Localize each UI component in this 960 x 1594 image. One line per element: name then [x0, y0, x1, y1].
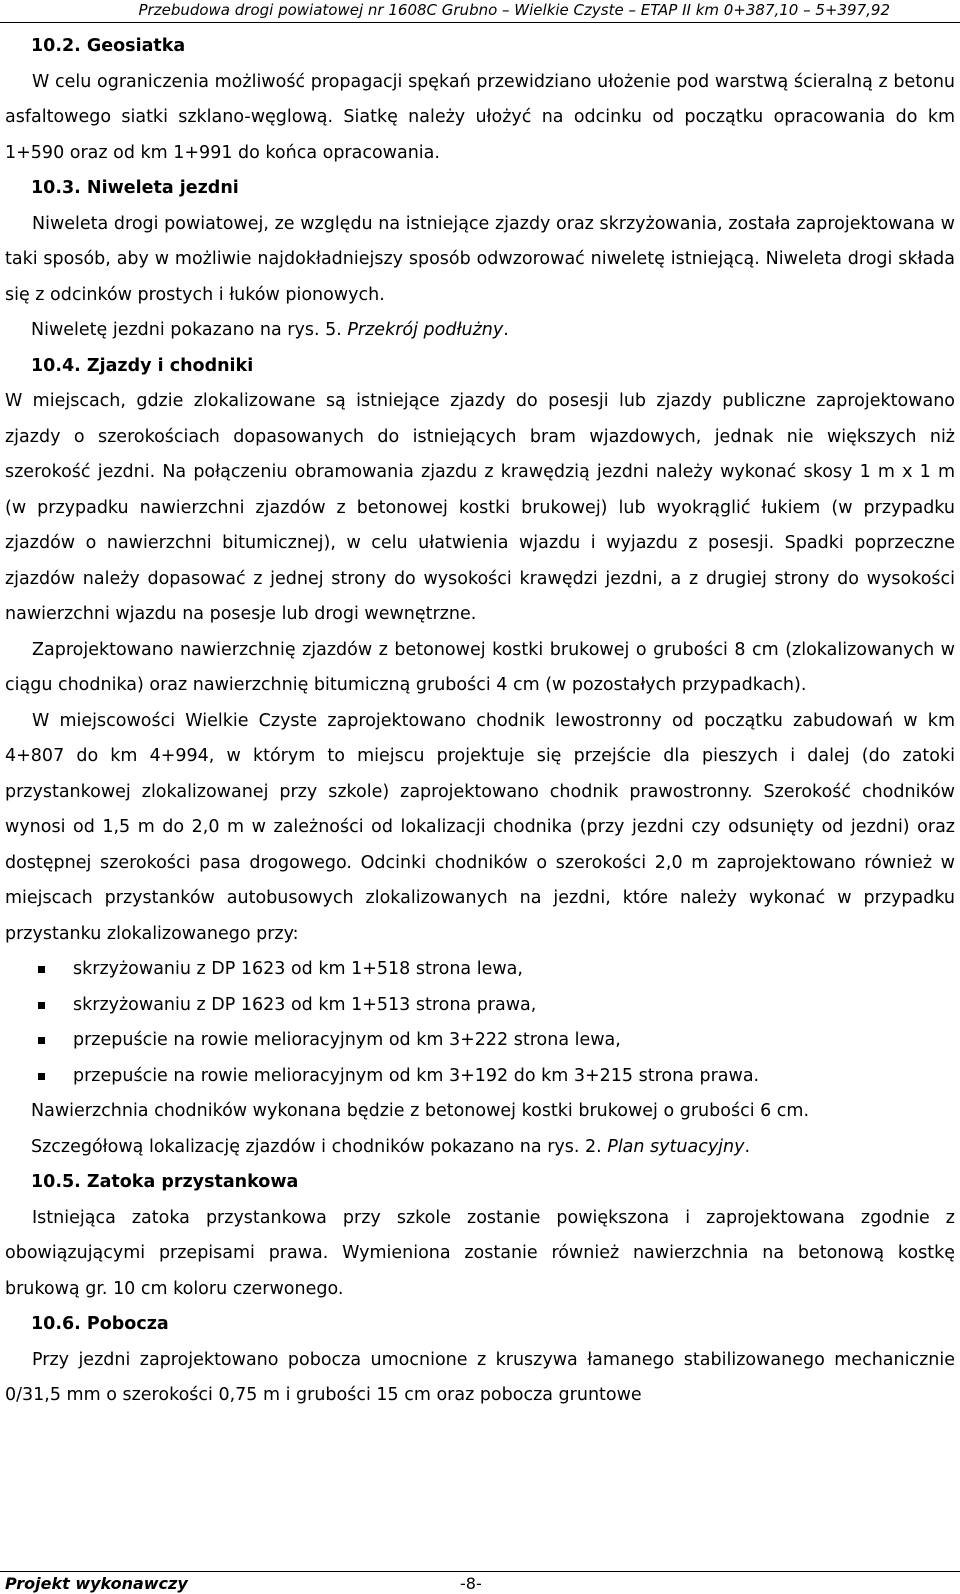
header-title: Przebudowa drogi powiatowej nr 1608C Grubno – Wielkie Czyste – ETAP II km 0+387,10 – 5+397,92: [138, 1, 890, 19]
paragraph-text: Niweletę jezdni pokazano na rys. 5.: [31, 320, 342, 340]
bullet-list: [5, 952, 955, 1094]
section-heading-10-4: 10.4. Zjazdy i chodniki: [31, 355, 254, 376]
footer-label: Projekt wykonawczy: [5, 1574, 188, 1593]
square-bullet-icon: [38, 1002, 45, 1009]
list-item-text: przepuście na rowie melioracyjnym od km 3+192 do km 3+215 strona prawa.: [73, 1065, 760, 1086]
paragraph: W celu ograniczenia możliwość propagacji spękań przewidziano ułożenie pod warstwą ścieralną z betonu asfaltowego siatki szklano-węglową. Siatkę należy ułożyć na odcinku od początku opracowania do km 1+590 oraz od km 1+991 do końca opracowania.: [5, 71, 955, 163]
paragraph: Istniejąca zatoka przystankowa przy szkole zostanie powiększona i zaprojektowana zgodnie z obowiązującymi przepisami prawa. Wymieniona zostanie również nawierzchnia na betonową kostkę brukową gr. 10 cm koloru czerwonego.: [5, 1207, 955, 1299]
section-heading-10-2: 10.2. Geosiatka: [31, 36, 186, 56]
section-heading-10-6: 10.6. Pobocza: [31, 1314, 169, 1334]
page-header: [0, 0, 960, 23]
paragraph: [5, 1130, 955, 1166]
section-heading-10-3: 10.3. Niweleta jezdni: [31, 178, 239, 198]
figure-reference: Plan sytuacyjny: [607, 1136, 745, 1157]
page-footer: [0, 1571, 960, 1594]
paragraph: Niweleta drogi powiatowej, ze względu na istniejące zjazdy oraz skrzyżowania, została zaprojektowana w taki sposób, aby w możliwie najdokładniejszy sposób odwzorować niweletę istniejącą. Niweleta drogi składa się z odcinków prostych i łuków pionowych.: [5, 213, 955, 305]
paragraph-text: Szczegółową lokalizację zjazdów i chodników pokazano na rys. 2.: [31, 1136, 602, 1157]
list-item-text: przepuście na rowie melioracyjnym od km 3+222 strona lewa,: [73, 1030, 621, 1050]
square-bullet-icon: [38, 1073, 45, 1080]
document-body: [5, 29, 955, 1414]
punctuation: .: [744, 1136, 751, 1157]
punctuation: .: [503, 320, 509, 340]
paragraph: [5, 313, 955, 349]
section-heading-10-5: 10.5. Zatoka przystankowa: [31, 1172, 299, 1192]
list-item: [5, 1023, 955, 1059]
list-item: [5, 988, 955, 1024]
paragraph: Zaprojektowano nawierzchnię zjazdów z betonowej kostki brukowej o grubości 8 cm (zlokalizowanych w ciągu chodnika) oraz nawierzchnię bitumiczną grubości 4 cm (w pozostałych przypadkach).: [5, 639, 955, 695]
paragraph: W miejscach, gdzie zlokalizowane są istniejące zjazdy do posesji lub zjazdy publiczne zaprojektowano zjazdy o szerokościach dopasowanych do istniejących bram wjazdowych, jednak nie większych niż szerokość jezdni. Na połączeniu obramowania zjazdu z krawędzią jezdni należy wykonać skosy 1 m x 1 m (w przypadku nawierzchni zjazdów z betonowej kostki brukowej) lub wyokrąglić łukiem (w przypadku zjazdów o nawierzchni bitumicznej), w celu ułatwienia wjazdu i wyjazdu z posesji. Spadki poprzeczne zjazdów należy dopasować z jednej strony do wysokości krawędzi jezdni, a z drugiej strony do wysokości nawierzchni wjazdu na posesje lub drogi wewnętrzne.: [5, 391, 955, 624]
page-number: -8-: [460, 1574, 482, 1593]
square-bullet-icon: [38, 966, 45, 973]
figure-reference: Przekrój podłużny: [347, 320, 504, 340]
paragraph: Nawierzchnia chodników wykonana będzie z betonowej kostki brukowej o grubości 6 cm.: [31, 1101, 810, 1121]
list-item: [5, 1059, 955, 1095]
list-item-text: skrzyżowaniu z DP 1623 od km 1+518 strona lewa,: [73, 959, 523, 979]
square-bullet-icon: [38, 1037, 45, 1044]
paragraph: Przy jezdni zaprojektowano pobocza umocnione z kruszywa łamanego stabilizowanego mechanicznie 0/31,5 mm o szerokości 0,75 m i grubości 15 cm oraz pobocza gruntowe: [5, 1349, 955, 1405]
list-item: [5, 952, 955, 988]
paragraph: W miejscowości Wielkie Czyste zaprojektowano chodnik lewostronny od początku zabudowań w km 4+807 do km 4+994, w którym to miejscu projektuje się przejście dla pieszych i dalej (do zatoki przystankowej zlokalizowanej przy szkole) zaprojektowano chodnik prawostronny. Szerokość chodników wynosi od 1,5 m do 2,0 m w zależności od lokalizacji chodnika (przy jezdni czy odsunięty od jezdni) oraz dostępnej szerokości pasa drogowego. Odcinki chodników o szerokości 2,0 m zaprojektowano również w miejscach przystanków autobusowych zlokalizowanych na jezdni, które należy wykonać w przypadku przystanku zlokalizowanego przy:: [5, 710, 955, 944]
list-item-text: skrzyżowaniu z DP 1623 od km 1+513 strona prawa,: [73, 994, 537, 1015]
